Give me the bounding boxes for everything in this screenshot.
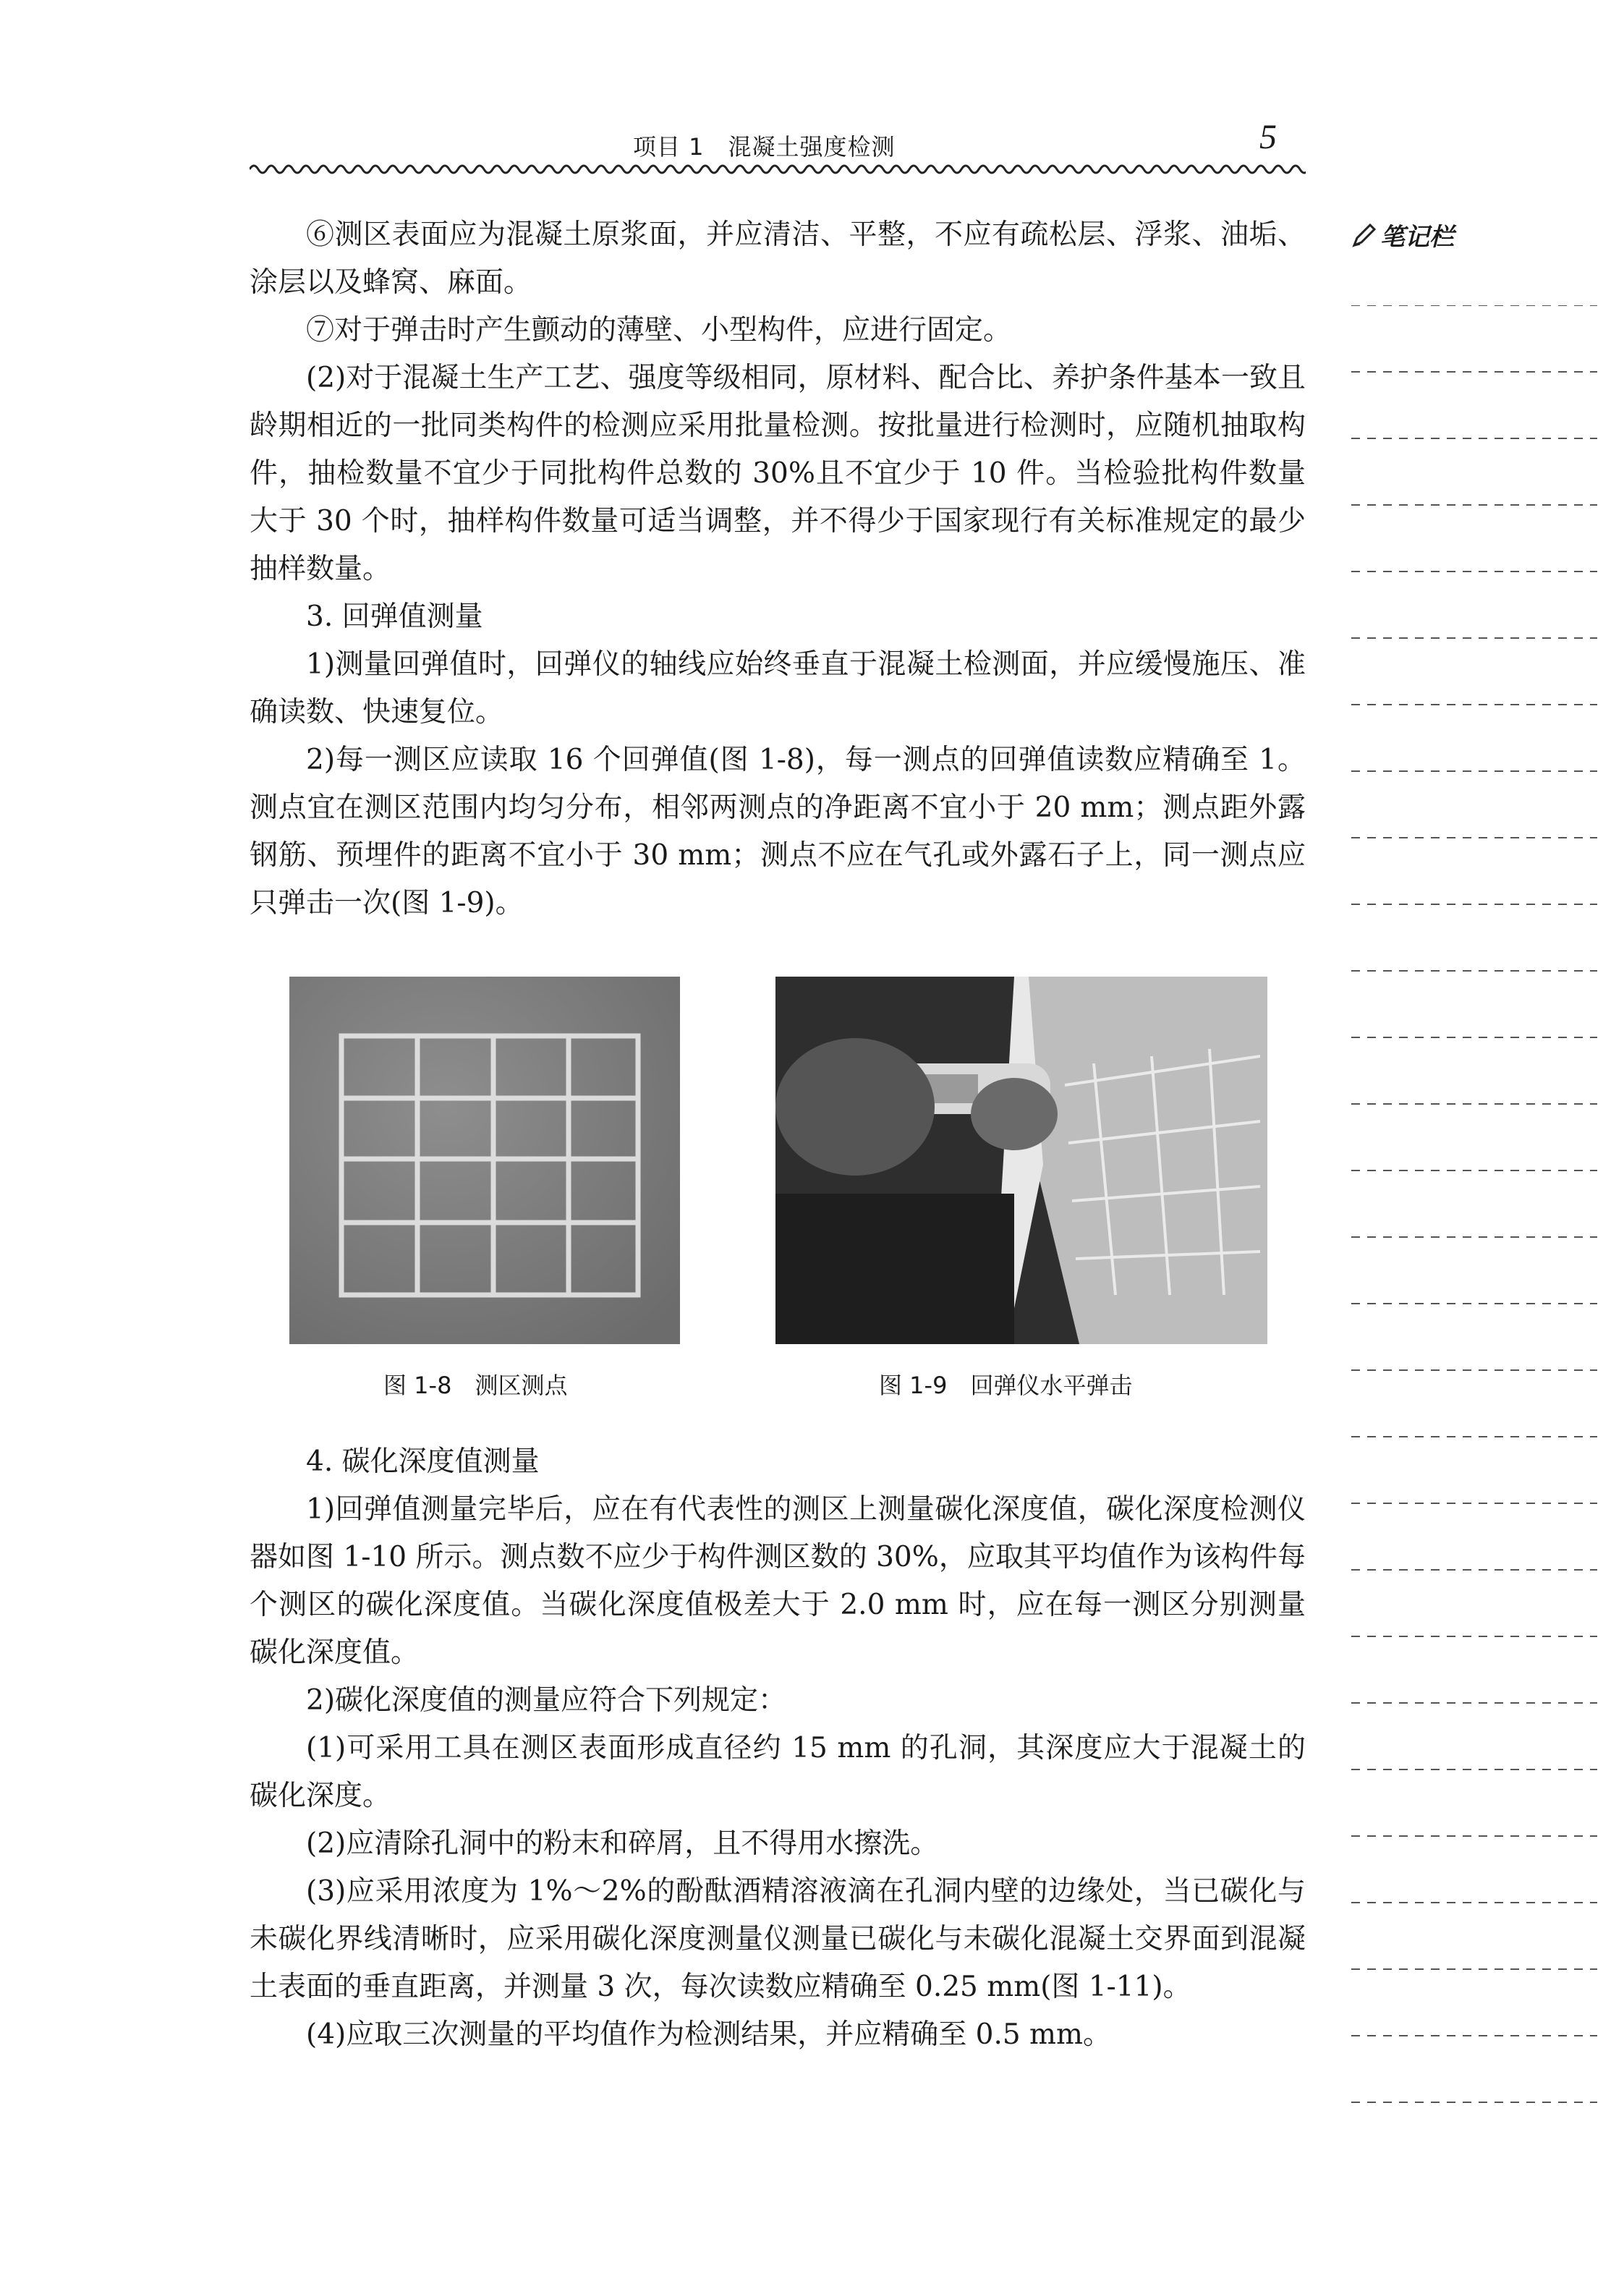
paragraph: (4)应取三次测量的平均值作为检测结果，并应精确至 0.5 mm。 bbox=[306, 2018, 1112, 2051]
pencil-icon bbox=[1350, 222, 1377, 250]
notes-column bbox=[1344, 217, 1604, 2185]
paragraph: (3)应采用浓度为 1%～2%的酚酞酒精溶液滴在孔洞内壁的边缘处，当已碳化与未碳化界线清晰时，应采用碳化深度测量仪测量已碳化与未碳化混凝土交界面到混凝土表面的垂直距离，并测量 3 次，每次读数应精确至 0.25 mm(图 1-11)。 bbox=[250, 1875, 1306, 2003]
paragraph: (2)应清除孔洞中的粉末和碎屑，且不得用水擦洗。 bbox=[306, 1827, 939, 1860]
section-heading: 4. 碳化深度值测量 bbox=[306, 1445, 540, 1478]
notes-title-label: 笔记栏 bbox=[1380, 223, 1454, 252]
body-text-bottom bbox=[250, 1438, 1306, 2059]
paragraph: 2)碳化深度值的测量应符合下列规定： bbox=[306, 1684, 787, 1717]
paragraph: 2)每一测区应读取 16 个回弹值(图 1-8)，每一测点的回弹值读数应精确至 1。测点宜在测区范围内均匀分布，相邻两测点的净距离不宜小于 20 mm；测点距外露钢筋、预埋件的距离不宜小于 30 mm；测点不应在气孔或外露石子上，同一测点应只弹击一次(图 1-9)。 bbox=[250, 744, 1306, 919]
figure-caption: 图 1-9 回弹仪水平弹击 bbox=[879, 1372, 1133, 1399]
rebound-hammer-photo bbox=[775, 977, 1267, 1344]
figure-test-area-grid bbox=[289, 977, 680, 1344]
paragraph: 1)回弹值测量完毕后，应在有代表性的测区上测量碳化深度值，碳化深度检测仪器如图 1-10 所示。测点数不应少于构件测区数的 30%，应取其平均值作为该构件每个测区的碳化深度值。当碳化深度值极差大于 2.0 mm 时，应在每一测区分别测量碳化深度值。 bbox=[250, 1493, 1306, 1669]
paragraph: (2)对于混凝土生产工艺、强度等级相同，原材料、配合比、养护条件基本一致且龄期相近的一批同类构件的检测应采用批量检测。按批量进行检测时，应随机抽取构件，抽检数量不宜少于同批构件总数的 30%且不宜少于 10 件。当检验批构件数量大于 30 个时，抽样构件数量可适当调整，并不得少于国家现行有关标准规定的最少抽样数量。 bbox=[250, 362, 1306, 585]
figure-caption: 图 1-8 测区测点 bbox=[383, 1372, 568, 1399]
running-title: 项目 1 混凝土强度检测 bbox=[633, 133, 896, 161]
paragraph: 1)测量回弹值时，回弹仪的轴线应始终垂直于混凝土检测面，并应缓慢施压、准确读数、快速复位。 bbox=[250, 648, 1306, 728]
paragraph: ⑥测区表面应为混凝土原浆面，并应清洁、平整，不应有疏松层、浮浆、油垢、涂层以及蜂窝、麻面。 bbox=[250, 218, 1306, 299]
page-number: 5 bbox=[1259, 118, 1277, 156]
wavy-rule-decoration bbox=[250, 161, 1306, 178]
body-text-top bbox=[250, 211, 1306, 927]
note-lines bbox=[1351, 305, 1604, 2186]
section-heading: 3. 回弹值测量 bbox=[306, 600, 483, 633]
notes-title bbox=[1350, 217, 1454, 252]
figure-rebound-hammer bbox=[775, 977, 1267, 1344]
paragraph: (1)可采用工具在测区表面形成直径约 15 mm 的孔洞，其深度应大于混凝土的碳化深度。 bbox=[250, 1732, 1306, 1812]
page-header bbox=[250, 109, 1306, 174]
paragraph: ⑦对于弹击时产生颤动的薄壁、小型构件，应进行固定。 bbox=[306, 314, 1012, 347]
chalk-grid-image bbox=[289, 977, 680, 1344]
